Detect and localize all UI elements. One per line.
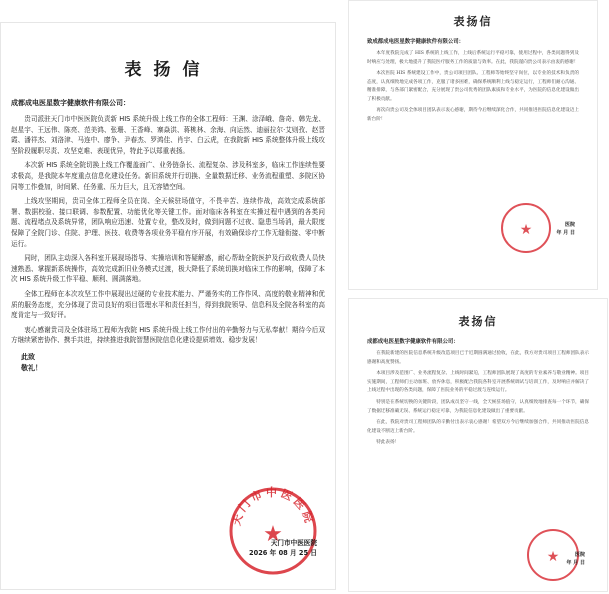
letter-paragraph: 全体工程师在本次攻坚工作中展现出过硬的专业技术能力、严谨务实的工作作风、高度的敬业精神和优质的服务态度，充分体现了贵司良好的项目管理水平和责任担当，得到我院领导、信息科及全院各科室的高度肯定与一致好评。 — [11, 289, 325, 320]
letter-paragraph: 在我院新建的医院信息系统升级改造项目已于近期圆满通过验收，在此，我方对贵司项目工程师团队表示感谢和高度赞扬。 — [367, 351, 589, 365]
signature-date: 2026 年 08 月 25 日 — [249, 549, 317, 557]
letter-paragraph: 特别是在系统切换的关键阶段，团队成员坚守一线，全天候驻场值守，认真细致地排查每一个环节，确保了数据迁移准确无误、系统运行稳定可靠，为我院信息化建设做出了重要贡献。 — [367, 399, 589, 414]
letter-addressee: 成都成电医星数字健康软件有限公司： — [367, 339, 459, 345]
letter-paragraph: 本次新 HIS 系统全院切换上线工作覆盖面广、业务链条长、流程复杂、涉及科室多，临床工作连续性要求极高，是我院本年度重点信息化建设任务。新旧系统并行切换、全量数据迁移、业务流程重塑、多院区协同等工作叠加，时间紧、任务重、压力巨大，且无容错空间。 — [11, 161, 325, 191]
letter-paragraph: 在此，我院对贵司工程师团队的辛勤付出表示衷心感谢！希望双方今后继续加强合作，共同推动医院信息化建设不断迈上新台阶。 — [367, 420, 589, 434]
svg-text:天门市中医医院 — [230, 485, 317, 527]
signature-date: 年 月 日 — [556, 230, 575, 236]
closing-line: 敬礼！ — [21, 363, 42, 372]
letter-paragraph: 本年度我院完成了 HIS 系统的上线工作，上线后系统运行平稳可靠，使用过程中，各类问题得到及时响应与处理，极大地提升了我院医疗服务工作的质量与效率。在此，我院谨向贵公司表示由衷的感谢！ — [367, 51, 579, 65]
letter-addressee: 致成都成电医星数字健康软件有限公司： — [367, 39, 465, 45]
signature-name: 天门市中医医院 — [270, 539, 317, 547]
letter-paragraph: 本项目涉及范围广、业务流程复杂、上线时间紧迫，工程师团队展现了高度的专业素养与敬业精神。项目实施期间，工程师们主动加班、放弃休息，积极配合我院各科室开展系统调试与培训工作，及时响应并解决了上线过程中出现的各类问题，保障了医院业务的平稳过渡与连续运行。 — [367, 371, 589, 394]
hospital-seal — [227, 485, 319, 577]
praise-letter-main — [0, 22, 336, 590]
seal-text: 天门市中医医院 — [229, 485, 317, 527]
letter-signature-block — [557, 221, 575, 237]
letter-closing — [21, 352, 325, 374]
signature-name: 医院 — [564, 222, 575, 228]
signature-date: 年 月 日 — [566, 560, 585, 566]
letter-title: 表扬信 — [124, 60, 212, 80]
signature-name: 医院 — [574, 552, 585, 558]
letter-signature-block — [249, 538, 317, 558]
letter-signature-block — [567, 551, 585, 567]
letter-paragraph: 衷心感谢贵司及全体驻场工程师为我院 HIS 系统升级上线工作付出的辛勤努力与无私奉献！期待今后双方继续紧密协作、携手共进，持续推进我院智慧医院信息化建设提质增效、稳步发展！ — [11, 325, 325, 345]
praise-letter-bottom-right — [348, 298, 608, 592]
svg-text:★: ★ — [519, 222, 533, 238]
letter-paragraph: 贵司派驻天门市中医医院负责新 HIS 系统升级上线工作的全体工程师：王渊、涂泽峨、詹奇、韩先龙、赵星宇、王远伟、陈亮、范美鸿、张珊、王香峰、寨焱洪、蒋桃林、余海、向运然、迪丽拉尔·艾则孜、赵晋霞、潘祥杰、刘洛津、马连中、廖争、尹春杰、罗鸿佳、肖宇、白云虎，在我院新 HIS 系统整体升级上线攻坚阶段履职尽责、攻坚克难、表现优异，特此予以郑重表扬。 — [11, 115, 325, 155]
letter-addressee: 成都成电医星数字健康软件有限公司： — [11, 99, 130, 107]
letter-paragraph: 同时，团队主动深入各科室开展现场指导、实操培训和答疑解惑，耐心帮助全院医护及行政收费人员快速熟悉、掌握新系统操作，高效完成新旧业务模式过渡，极大降低了系统切换对临床工作的影响，保障了本次 HIS 系统升级工作平稳、顺利、圆满落地。 — [11, 254, 325, 284]
letter-closing: 特此表扬！ — [376, 440, 400, 446]
letter-paragraph: 上线攻坚期间，贵司全体工程师全员在岗、全天候驻场值守，不畏辛苦、连续作战，高效完成系统部署、数据校验、接口联调、参数配置、功能优化等关键工作。面对临床各科室在实操过程中遇到的各类问题、流程堵点及系统异常，团队响应迅速、处置专业，整改及时，做到问题不过夜、隐患当场消，最大限度保障了全院门诊、住院、护理、医技、收费等各项业务平稳有序开展，有效确保诊疗工作无缝衔接、零中断运行。 — [11, 197, 325, 248]
letter-title: 表扬信 — [458, 315, 498, 328]
hospital-seal — [499, 201, 553, 255]
letter-paragraph: 本次医院 HIS 系统建设工作中，贵公司项目团队、工程师等始终坚守岗位，以专业的技术和负责的态度，认真细致地完成各项工作，克服了诸多困难，确保系统顺利上线与稳定运行，工程师们耐心沟通、精准排障，与各部门紧密配合，充分展现了贵公司优秀的团队素质和专业水平，为医院的信息化建设做出了积极贡献。 — [367, 71, 579, 102]
letter-paragraph: 再次向贵公司及全体项目团队表示衷心感谢，期待今后继续深化合作，共同推进医院信息化建设迈上新台阶！ — [367, 108, 579, 122]
letter-title: 表扬信 — [453, 15, 493, 28]
svg-text:★: ★ — [546, 549, 560, 565]
closing-line: 此致 — [21, 352, 35, 361]
praise-letter-top-right — [348, 0, 598, 290]
svg-text:★: ★ — [263, 522, 283, 547]
